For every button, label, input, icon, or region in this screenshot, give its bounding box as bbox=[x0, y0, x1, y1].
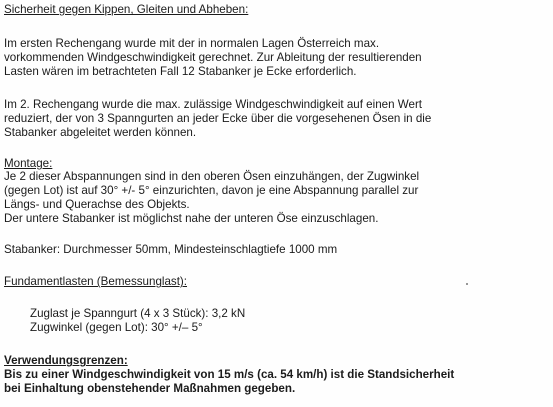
heading-usage-limits: Verwendungsgrenzen: bbox=[4, 354, 128, 367]
safety-paragraph2-line1: Im 2. Rechengang wurde die max. zulässige Windgeschwindigkeit auf einen Wert bbox=[4, 98, 423, 111]
scan-speck-decoration bbox=[466, 283, 468, 285]
safety-paragraph2-line2: reduziert, der von 3 Spanngurten an jeder Ecke über die vorgesehenen Ösen in die bbox=[4, 112, 432, 125]
usage-limits-line1: Bis zu einer Windgeschwindigkeit von 15 m/s (ca. 54 km/h) ist die Standsicherheit bbox=[4, 368, 455, 381]
usage-limits-line2: bei Einhaltung obenstehender Maßnahmen gegeben. bbox=[4, 382, 296, 395]
stabanker-spec: Stabanker: Durchmesser 50mm, Mindesteinschlagtiefe 1000 mm bbox=[4, 243, 338, 256]
montage-line3: Längs- und Querachse des Objekts. bbox=[4, 198, 190, 211]
safety-paragraph1-line1: Im ersten Rechengang wurde mit der in normalen Lagen Österreich max. bbox=[4, 37, 380, 50]
safety-paragraph1-line3: Lasten wären im betrachteten Fall 12 Stabanker je Ecke erforderlich. bbox=[4, 65, 357, 78]
load-item-tension: Zuglast je Spanngurt (4 x 3 Stück): 3,2 kN bbox=[30, 307, 246, 320]
montage-line2: (gegen Lot) ist auf 30° +/- 5° einzurichten, davon je eine Abspannung parallel zur bbox=[4, 184, 419, 197]
safety-paragraph2-line3: Stabanker abgeleitet werden können. bbox=[4, 126, 197, 139]
montage-line1: Je 2 dieser Abspannungen sind in den oberen Ösen einzuhängen, der Zugwinkel bbox=[4, 170, 420, 183]
heading-safety: Sicherheit gegen Kippen, Gleiten und Abheben: bbox=[4, 3, 249, 16]
safety-paragraph1-line2: vorkommenden Windgeschwindigkeit gerechnet. Zur Ableitung der resultierenden bbox=[4, 51, 422, 64]
load-item-angle: Zugwinkel (gegen Lot): 30° +/– 5° bbox=[30, 321, 203, 334]
heading-foundation-loads: Fundamentlasten (Bemessunglast): bbox=[4, 275, 188, 288]
montage-line4: Der untere Stabanker ist möglichst nahe der unteren Öse einzuschlagen. bbox=[4, 212, 379, 225]
heading-montage: Montage: bbox=[4, 157, 53, 170]
